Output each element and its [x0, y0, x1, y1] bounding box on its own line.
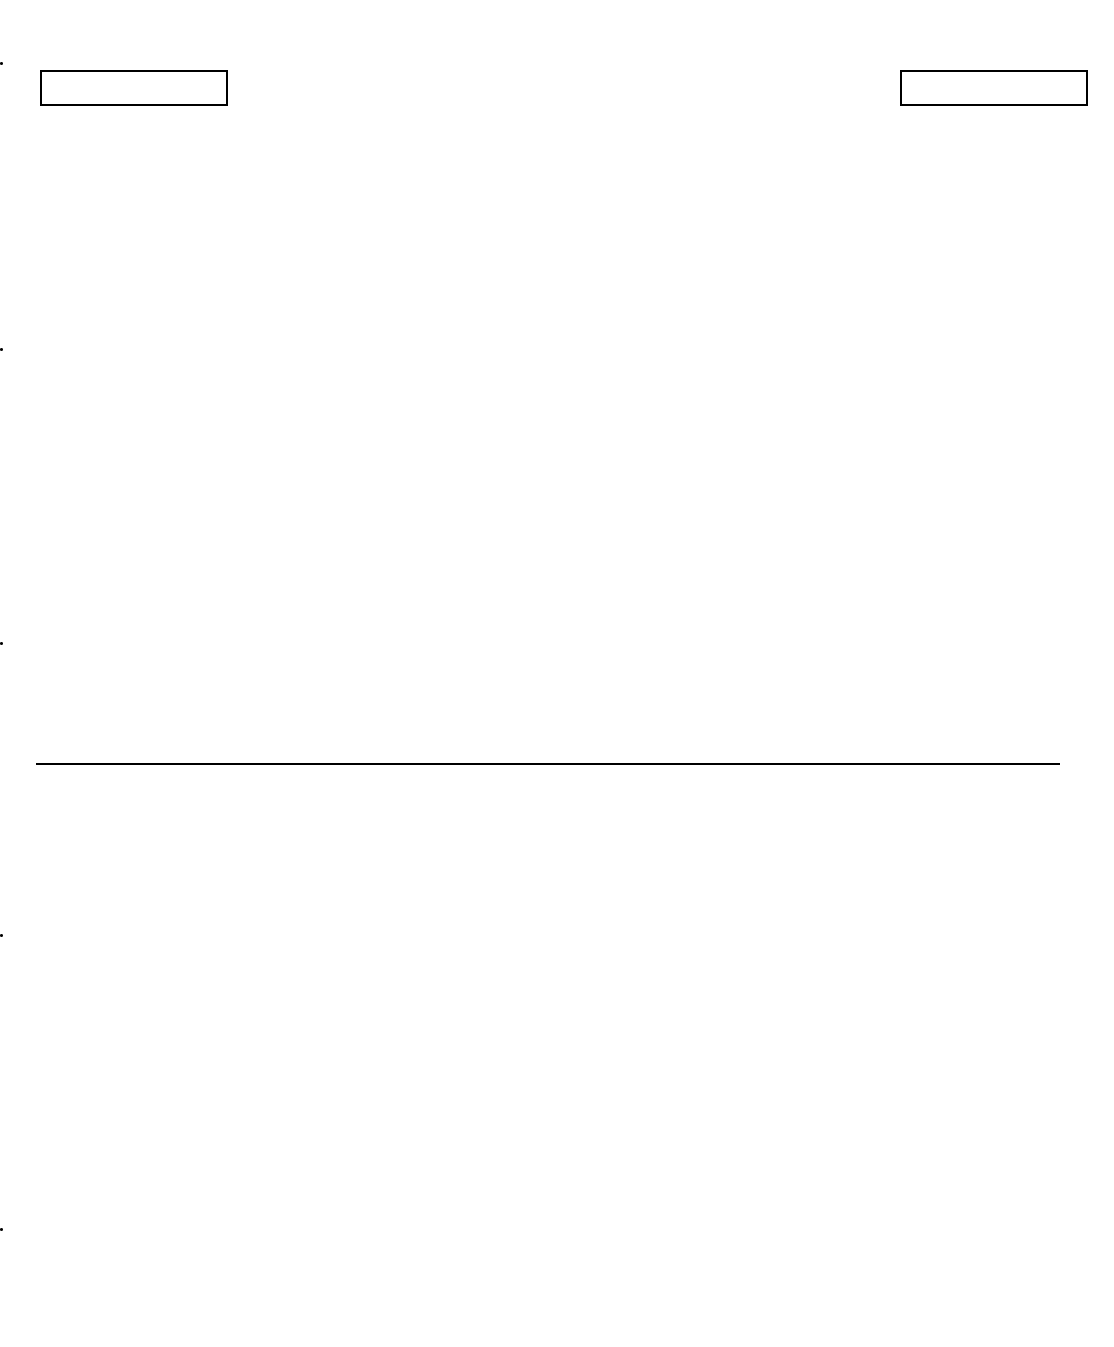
top-stations-section: [36, 116, 1060, 759]
scan-mark: [0, 62, 3, 65]
page-header: [28, 64, 1088, 114]
bottom-stations-section: [36, 770, 1060, 1282]
scan-mark: [0, 1228, 3, 1231]
section-divider: [36, 763, 1060, 765]
weather-report-box-left: [40, 70, 228, 106]
weather-report-box-right: [900, 70, 1088, 106]
scan-mark: [0, 934, 3, 937]
scan-mark: [0, 348, 3, 351]
scan-mark: [0, 642, 3, 645]
